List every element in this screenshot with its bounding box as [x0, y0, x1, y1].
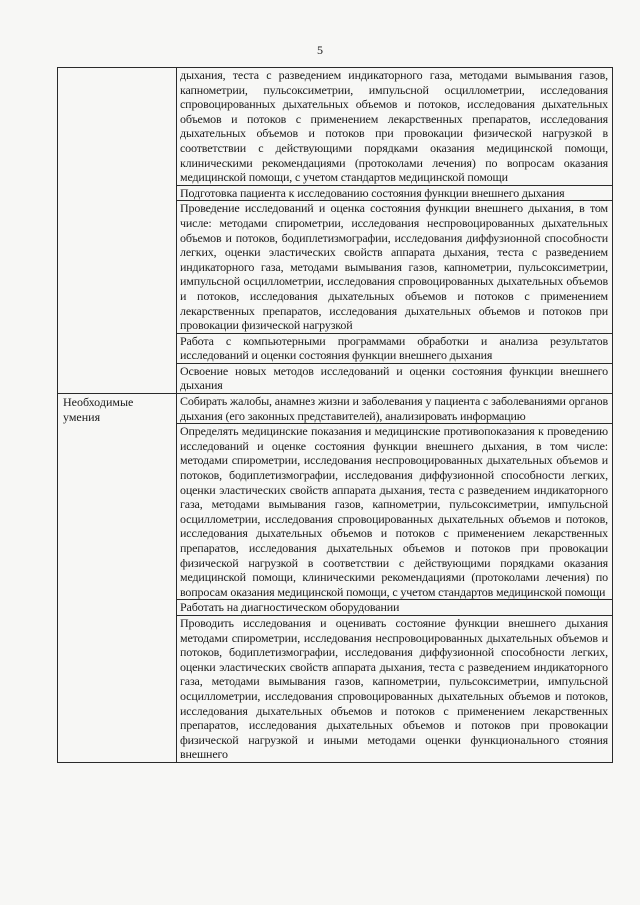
list-item: Работа с компьютерными программами обработки и анализа результатов исследований и оценки состояния функции внешнего дыхания [177, 333, 612, 363]
list-item: Собирать жалобы, анамнез жизни и заболевания у пациента с заболеваниями органов дыхания (его законных представителей), анализировать информацию [180, 394, 608, 423]
list-item: дыхания, теста с разведением индикаторного газа, методами вымывания газов, капнометрии, пульсоксиметрии, импульсной осциллометрии, исследования спровоцированных дыхательных объемов и потоков, исследования дыхательных объемов и потоков с применением лекарственных препаратов, исследования дыхательных объемов и потоков при провокации физической нагрузкой в соответствии с действующими порядками оказания медицинской помощи, клиническими рекомендациями (протоколами лечения) по вопросам оказания медицинской помощи, с учетом стандартов медицинской помощи [180, 68, 608, 185]
page-number: 5 [317, 43, 323, 57]
row-label-cell [58, 394, 177, 763]
row-label-cell [58, 68, 177, 394]
list-item: Проведение исследований и оценка состояния функции внешнего дыхания, в том числе: методами спирометрии, исследования неспровоцированных дыхательных объемов и потоков, бодиплетизмографии, исследования диффузионной способности легких, оценки эластических свойств аппарата дыхания, теста с разведением индикаторного газа, методами вымывания газов, капнометрии, пульсоксиметрии, импульсной осциллометрии, исследования спровоцированных дыхательных объемов и потоков, исследования дыхательных объемов и потоков с применением лекарственных препаратов, исследования дыхательных объемов и потоков при провокации физической нагрузкой [177, 200, 612, 332]
requirements-table [57, 67, 613, 763]
row-label [58, 68, 176, 69]
list-item: Проводить исследования и оценивать состояние функции внешнего дыхания методами спирометрии, исследования неспровоцированных дыхательных объемов и потоков, бодиплетизмографии, исследования диффузионной способности легких, оценки эластических свойств аппарата дыхания, теста с разведением индикаторного газа, методами вымывания газов, капнометрии, пульсоксиметрии, импульсной осциллометрии, исследования спровоцированных дыхательных объемов и потоков, исследования дыхательных объемов и потоков с применением лекарственных препаратов, исследования дыхательных объемов и потоков при провокации физической нагрузкой и иными методами оценки функционального стояния внешнего [177, 615, 612, 762]
table-row [58, 394, 613, 763]
list-item: Освоение новых методов исследований и оценки состояния функции внешнего дыхания [177, 363, 612, 393]
list-item: Подготовка пациента к исследованию состояния функции внешнего дыхания [177, 185, 612, 201]
row-content-cell [177, 394, 613, 763]
row-content-cell [177, 68, 613, 394]
table-row [58, 68, 613, 394]
list-item: Работать на диагностическом оборудовании [177, 599, 612, 615]
row-label: Необходимые умения [63, 395, 134, 425]
list-item: Определять медицинские показания и медицинские противопоказания к проведению исследований и оценке состояния функции внешнего дыхания, в том числе: методами спирометрии, исследования неспровоцированных дыхательных объемов и потоков, бодиплетизмографии, исследования диффузионной способности легких, оценки эластических свойств аппарата дыхания, теста с разведением индикаторного газа, методами вымывания газов, капнометрии, пульсоксиметрии, импульсной осциллометрии, исследования спровоцированных дыхательных объемов и потоков, исследования дыхательных объемов и потоков с применением лекарственных препаратов, исследования дыхательных объемов и потоков при провокации физической нагрузкой в соответствии с действующими порядками оказания медицинской помощи, клиническими рекомендациями (протоколами лечения) по вопросам оказания медицинской помощи, с учетом стандартов медицинской помощи [177, 423, 612, 599]
